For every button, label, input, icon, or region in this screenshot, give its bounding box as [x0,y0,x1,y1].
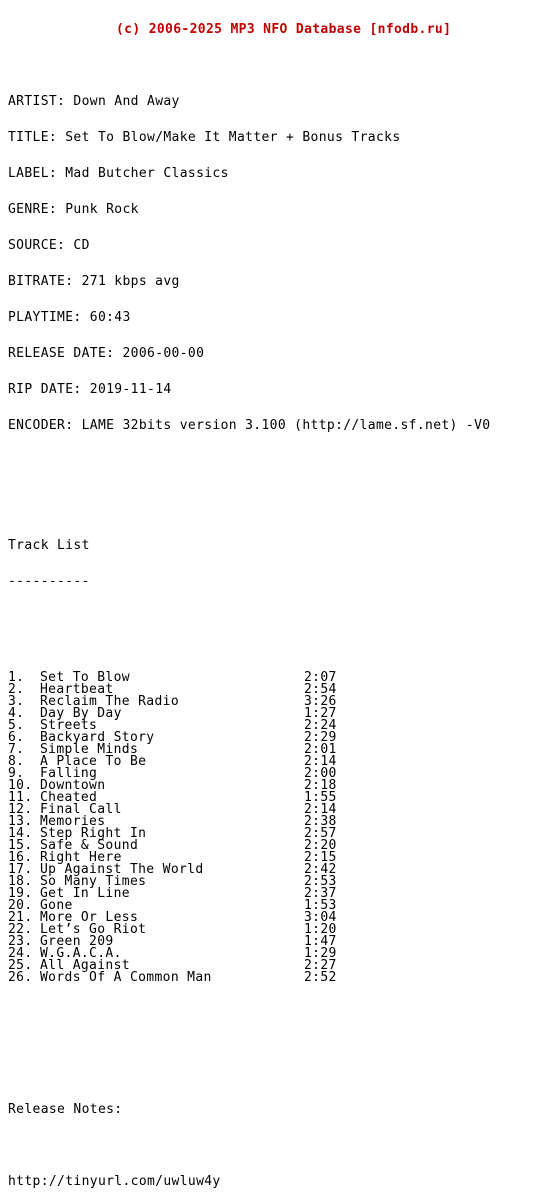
track-duration: 2:18 [304,778,337,793]
track-duration: 1:55 [304,790,337,805]
track-duration: 2:14 [304,754,337,769]
track-duration: 2:38 [304,814,337,829]
track-title: Heartbeat [40,682,114,697]
track-title: More Or Less [40,910,139,925]
track-duration: 2:52 [304,970,337,985]
track-duration: 2:42 [304,862,337,877]
info-release-date [8,348,556,360]
track-row [8,900,556,912]
info-key: BITRATE: [8,274,82,289]
info-key: GENRE: [8,202,66,217]
track-row [8,960,556,972]
track-number: 9. [8,766,25,781]
track-title: Green 209 [40,934,114,949]
info-artist [8,96,556,108]
track-number: 12. [8,802,33,817]
track-row [8,720,556,732]
track-duration: 2:53 [304,874,337,889]
track-title: Step Right In [40,826,147,841]
track-title: Day By Day [40,706,122,721]
track-row [8,852,556,864]
info-key: RIP DATE: [8,382,90,397]
track-title: Falling [40,766,98,781]
track-list [8,672,556,984]
track-duration: 1:20 [304,922,337,937]
track-number: 25. [8,958,33,973]
info-playtime [8,312,556,324]
tracklist-underline: ---------- [8,574,90,589]
track-row [8,756,556,768]
release-notes-heading: Release Notes: [8,1102,123,1117]
track-row [8,948,556,960]
track-number: 5. [8,718,25,733]
info-value: CD [73,238,90,253]
track-duration: 2:24 [304,718,337,733]
info-encoder [8,420,556,432]
track-row [8,696,556,708]
track-duration: 2:20 [304,838,337,853]
info-value: Down And Away [73,94,180,109]
track-row [8,828,556,840]
info-label [8,168,556,180]
track-duration: 2:15 [304,850,337,865]
track-number: 24. [8,946,33,961]
track-duration: 2:14 [304,802,337,817]
track-title: Backyard Story [40,730,155,745]
info-value: LAME 32bits version 3.100 (http://lame.sf.net) -V0 [81,418,491,433]
info-value: 60:43 [89,310,131,325]
spacer [8,492,556,504]
release-info [8,72,556,456]
track-row [8,672,556,684]
track-number: 4. [8,706,25,721]
info-key: ARTIST: [8,94,74,109]
info-key: PLAYTIME: [8,310,90,325]
track-duration: 1:47 [304,934,337,949]
track-title: Final Call [40,802,122,817]
track-title: Right Here [40,850,122,865]
track-number: 11. [8,790,33,805]
track-row [8,876,556,888]
track-duration: 1:53 [304,898,337,913]
track-duration: 2:07 [304,670,337,685]
track-number: 17. [8,862,33,877]
track-duration: 3:26 [304,694,337,709]
track-duration: 3:04 [304,910,337,925]
info-value: Mad Butcher Classics [65,166,229,181]
track-duration: 2:27 [304,958,337,973]
track-row [8,936,556,948]
track-number: 16. [8,850,33,865]
spacer [8,1056,556,1068]
track-row [8,708,556,720]
track-number: 13. [8,814,33,829]
track-title: So Many Times [40,874,147,889]
info-title [8,132,556,144]
track-title: Downtown [40,778,106,793]
track-row [8,768,556,780]
track-title: Memories [40,814,106,829]
track-row [8,816,556,828]
track-row [8,864,556,876]
track-number: 1. [8,670,25,685]
track-number: 8. [8,754,25,769]
info-key: ENCODER: [8,418,82,433]
info-value: Punk Rock [65,202,139,217]
info-value: 2006-00-00 [122,346,205,361]
info-bitrate [8,276,556,288]
track-title: Get In Line [40,886,130,901]
info-key: SOURCE: [8,238,74,253]
track-number: 6. [8,730,25,745]
info-value: 2019-11-14 [89,382,172,397]
spacer [8,1140,556,1152]
track-number: 20. [8,898,33,913]
copyright-header: (c) 2006-2025 MP3 NFO Database [nfodb.ru] [116,22,452,37]
track-title: Gone [40,898,73,913]
track-number: 15. [8,838,33,853]
track-title: Safe & Sound [40,838,139,853]
track-title: All Against [40,958,130,973]
track-row [8,792,556,804]
track-duration: 2:37 [304,886,337,901]
track-number: 26. [8,970,33,985]
track-duration: 2:00 [304,766,337,781]
track-row [8,888,556,900]
track-duration: 2:54 [304,682,337,697]
track-title: Streets [40,718,98,733]
track-row [8,972,556,984]
track-duration: 2:29 [304,730,337,745]
track-title: Simple Minds [40,742,139,757]
spacer [8,1020,556,1032]
track-number: 22. [8,922,33,937]
track-title: Set To Blow [40,670,130,685]
track-duration: 1:29 [304,946,337,961]
track-number: 10. [8,778,33,793]
info-key: TITLE: [8,130,66,145]
info-key: RELEASE DATE: [8,346,123,361]
track-duration: 1:27 [304,706,337,721]
info-genre [8,204,556,216]
info-value: 271 kbps avg [81,274,180,289]
info-source [8,240,556,252]
track-row [8,744,556,756]
info-key: LABEL: [8,166,66,181]
info-value: Set To Blow/Make It Matter + Bonus Tracks [65,130,401,145]
track-title: W.G.A.C.A. [40,946,122,961]
track-title: A Place To Be [40,754,147,769]
track-row [8,804,556,816]
track-number: 7. [8,742,25,757]
track-title: Reclaim The Radio [40,694,180,709]
nfo-document [8,0,556,1200]
track-row [8,732,556,744]
track-row [8,912,556,924]
track-row [8,840,556,852]
track-number: 3. [8,694,25,709]
track-title: Up Against The World [40,862,204,877]
info-rip-date [8,384,556,396]
track-number: 23. [8,934,33,949]
spacer [8,624,556,636]
release-notes-link[interactable]: http://tinyurl.com/uwluw4y [8,1174,221,1189]
tracklist-heading: Track List [8,538,90,553]
track-row [8,780,556,792]
track-duration: 2:57 [304,826,337,841]
track-row [8,924,556,936]
track-title: Cheated [40,790,98,805]
track-duration: 2:01 [304,742,337,757]
track-number: 2. [8,682,25,697]
track-number: 21. [8,910,33,925]
track-number: 18. [8,874,33,889]
track-number: 14. [8,826,33,841]
track-row [8,684,556,696]
track-title: Words Of A Common Man [40,970,212,985]
track-number: 19. [8,886,33,901]
track-title: Let’s Go Riot [40,922,147,937]
